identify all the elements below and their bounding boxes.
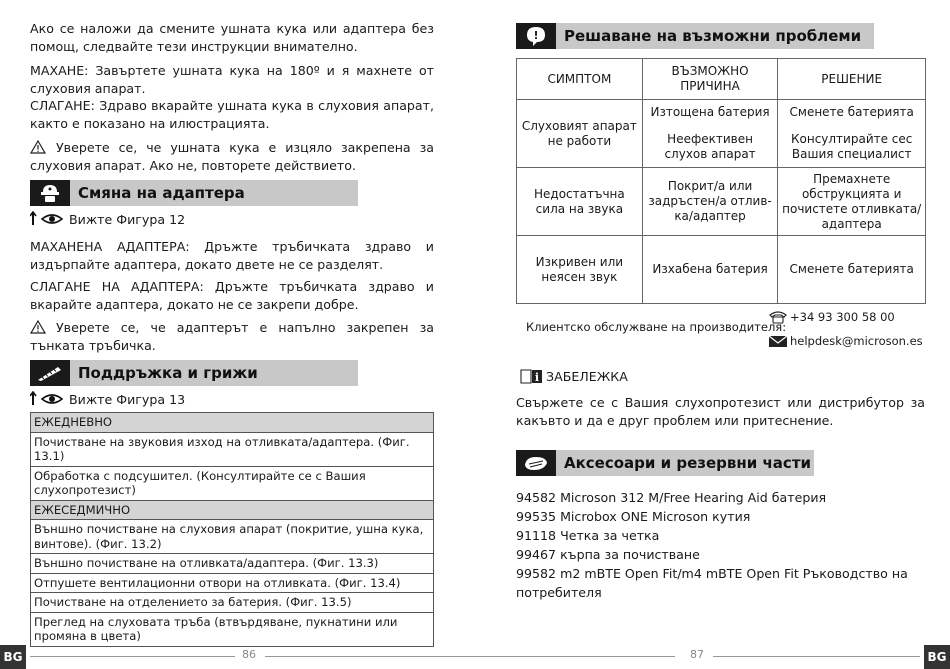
list-item: 99582 m2 mBTE Open Fit/m4 mBTE Open Fit Ръководство на потребителя (516, 566, 908, 600)
language-badge: BG (0, 645, 26, 669)
intro-paragraph: Ако се наложи да смените ушната кука или адаптера без помощ, следвайте тези инструкции внимателно. (30, 21, 434, 54)
care-cell: Отпушете вентилационни отвори на отливката. (Фиг. 13.4) (31, 573, 434, 593)
table-row (31, 432, 434, 466)
troubleshooting-table (516, 58, 926, 304)
info-book-icon (520, 368, 544, 384)
question-icon (516, 23, 556, 49)
footer-line (30, 656, 235, 657)
care-table-group-header (31, 413, 434, 433)
email-address: helpdesk@microson.es (790, 334, 923, 348)
footer-line (713, 656, 920, 657)
table-row (31, 466, 434, 500)
right-page (475, 0, 950, 669)
list-item: 99467 кърпа за почистване (516, 547, 700, 562)
remove-adapter-paragraph: МАХАНЕНА АДАПТЕРА: Дръжте тръбичката здраво и издърпайте адаптера, докато двете не се разделят. (30, 239, 434, 272)
accessories-icon (516, 450, 556, 476)
care-cell: Външно почистване на слуховия апарат (покритие, ушна кука, винтове). (Фиг. 13.2) (31, 520, 434, 554)
solution-cell: Сменете батерията (778, 236, 926, 304)
email-line (768, 334, 923, 348)
warning-hook (30, 139, 434, 175)
table-row (31, 520, 434, 554)
warning-adapter-text: Уверете се, че адаптерът е напълно закрепен за тънката тръбичка. (30, 320, 434, 353)
table-row (31, 612, 434, 646)
cause-cell (642, 100, 778, 168)
solution-text: Консултирайте сес Вашия специалист (790, 132, 913, 161)
table-row (31, 573, 434, 593)
fig12-text: Вижте Фигура 12 (69, 211, 186, 227)
section-title-care: Поддръжка и грижи (78, 364, 258, 382)
fig13-reference (30, 391, 185, 407)
note-text: Свържете се с Вашия слухопротезист или дистрибутор за какъвто и да е друг проблем или притеснение. (516, 395, 925, 428)
cause-text: Изтощена батерия (650, 105, 770, 119)
table-row (517, 168, 926, 236)
solution-cell (778, 100, 926, 168)
eye-pointer-icon (30, 211, 66, 227)
svg-text:i: i (534, 371, 540, 384)
section-title-accessories: Аксесоари и резервни части (564, 454, 812, 472)
fit-adapter-paragraph: СЛАГАНЕ НА АДАПТЕРА: Дръжте тръбичката здраво и вкарайте адаптера, докато не се закрепи добре. (30, 279, 434, 312)
phone-line (768, 310, 895, 324)
list-item: 91118 Четка за четка (516, 528, 660, 543)
section-header-troubleshooting (516, 23, 874, 49)
table-header-row (517, 59, 926, 100)
adapter-icon (30, 180, 70, 206)
care-cell: Почистване на отделението за батерия. (Фиг. 13.5) (31, 593, 434, 613)
footer-line (475, 656, 675, 657)
care-cell: Външно почистване на отливката/адаптера. (Фиг. 13.3) (31, 554, 434, 574)
section-title-adapter: Смяна на адаптера (78, 184, 245, 202)
page-number: 87 (690, 648, 704, 661)
list-item: 99535 Microbox ONE Microson кутия (516, 509, 751, 524)
warning-adapter (30, 319, 434, 355)
fit-hook-paragraph: СЛАГАНЕ: Здраво вкарайте ушната кука в слуховия апарат, както е показано на илюстрацията. (30, 98, 434, 131)
solution-text: Сменете батерията (789, 105, 914, 119)
svg-text:!: ! (533, 29, 539, 42)
symptom-cell: Изкривен или неясен звук (517, 236, 643, 304)
care-cell: Обработка с подсушител. (Консултирайте се с Вашия слухопротезист) (31, 466, 434, 500)
care-table-group-header (31, 500, 434, 520)
footer-line (265, 656, 475, 657)
section-header-care (30, 360, 358, 386)
page-number: 86 (242, 648, 256, 661)
warning-icon (30, 140, 46, 154)
table-row (517, 100, 926, 168)
header-solution: РЕШЕНИЕ (778, 59, 926, 100)
phone-icon (768, 310, 788, 324)
warning-hook-text: Уверете се, че ушната кука е изцяло закрепена за слуховия апарат. Ако не, повторете действието. (30, 140, 434, 173)
tools-icon (30, 360, 70, 386)
fig13-text: Вижте Фигура 13 (69, 391, 186, 407)
warning-icon (30, 320, 46, 334)
service-label: Клиентско обслужване на производителя: (526, 320, 787, 334)
envelope-icon (768, 334, 788, 348)
language-badge: BG (924, 645, 950, 669)
care-cell: ЕЖЕСЕДМИЧНО (31, 500, 434, 520)
table-row (31, 593, 434, 613)
care-table (30, 412, 434, 647)
cause-text: Неефективен слухов апарат (664, 132, 756, 161)
care-cell: Преглед на слуховата тръба (втвърдяване, пукнатини или промяна в цвета) (31, 612, 434, 646)
symptom-cell: Недостатъчна сила на звука (517, 168, 643, 236)
table-row (517, 236, 926, 304)
care-cell: Почистване на звуковия изход на отливката/адаптера. (Фиг. 13.1) (31, 432, 434, 466)
cause-cell: Покрит/а или задръстен/а отлив-ка/адаптер (642, 168, 778, 236)
cause-cell: Изхабена батерия (642, 236, 778, 304)
care-cell: ЕЖЕДНЕВНО (31, 413, 434, 433)
header-symptom: СИМПТОМ (517, 59, 643, 100)
table-row (31, 554, 434, 574)
note-label: ЗАБЕЛЕЖКА (546, 368, 628, 384)
list-item: 94582 Microson 312 M/Free Hearing Aid батерия (516, 490, 827, 505)
remove-hook-paragraph: МАХАНЕ: Завъртете ушната кука на 180º и я махнете от слуховия апарат. (30, 63, 434, 96)
eye-pointer-icon (30, 391, 66, 407)
section-header-accessories (516, 450, 814, 476)
solution-cell: Премахнете обструкцията и почистете отливката/адаптера (778, 168, 926, 236)
header-cause: ВЪЗМОЖНО ПРИЧИНА (642, 59, 778, 100)
note-label-line (520, 368, 628, 384)
phone-number: +34 93 300 58 00 (790, 310, 895, 324)
symptom-cell: Слуховият апарат не работи (517, 100, 643, 168)
section-header-adapter (30, 180, 358, 206)
section-title-troubleshooting: Решаване на възможни проблеми (564, 27, 862, 45)
fig12-reference (30, 211, 185, 227)
